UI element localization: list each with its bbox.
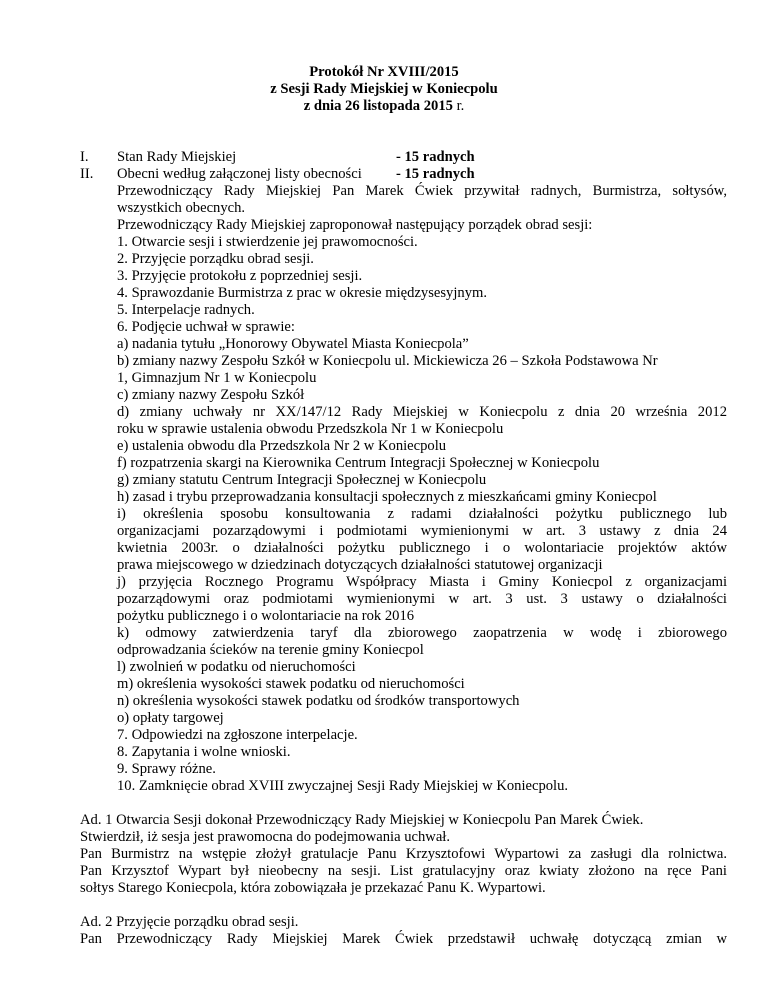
agenda-line: 6. Podjęcie uchwał w sprawie: [117, 319, 295, 335]
agenda-line: n) określenia wysokości stawek podatku od środków transportowych [117, 693, 520, 709]
agenda-line: organizacjami pozarządowymi i podmiotami wymienionymi w art. 3 ustawy z dnia 24 [117, 523, 727, 539]
agenda-line: 8. Zapytania i wolne wnioski. [117, 744, 291, 760]
agenda-line: 1, Gimnazjum Nr 1 w Koniecpolu [117, 370, 317, 386]
protocol-title: Protokół Nr XVIII/2015 [309, 64, 459, 80]
agenda-line: pożytku publicznego i o wolontariacie na rok 2016 [117, 608, 415, 624]
agenda-line: d) zmiany uchwały nr XX/147/12 Rady Miejskiej w Koniecpolu z dnia 20 września 2012 [117, 404, 727, 420]
agenda-line: m) określenia wysokości stawek podatku od nieruchomości [117, 676, 465, 692]
agenda-line: 7. Odpowiedzi na zgłoszone interpelacje. [117, 727, 358, 743]
protocol-subtitle: z Sesji Rady Miejskiej w Koniecpolu [270, 81, 498, 97]
ad2-line: Ad. 2 Przyjęcie porządku obrad sesji. [80, 914, 299, 930]
ad1-line: Pan Burmistrz na wstępie złożył gratulacje Panu Krzysztofowi Wypartowi za zasługi dla rolnictwa. [80, 846, 727, 862]
agenda-line: 1. Otwarcie sesji i stwierdzenie jej prawomocności. [117, 234, 418, 250]
agenda-line: kwietnia 2003r. o działalności pożytku publicznego i o wolontariacie projektów aktów [117, 540, 727, 556]
status-label-2: Obecni według załączonej listy obecności [117, 166, 362, 182]
agenda-line: pozarządowymi oraz podmiotami wymienionymi w art. 3 ust. 3 ustawy o działalności [117, 591, 727, 607]
agenda-line: f) rozpatrzenia skargi na Kierownika Centrum Integracji Społecznej w Koniecpolu [117, 455, 600, 471]
intro-line: wszystkich obecnych. [117, 200, 246, 216]
agenda-line: a) nadania tytułu „Honorowy Obywatel Miasta Koniecpola” [117, 336, 469, 352]
agenda-line: roku w sprawie ustalenia obwodu Przedszkola Nr 1 w Koniecpolu [117, 421, 504, 437]
agenda-line: b) zmiany nazwy Zespołu Szkół w Koniecpolu ul. Mickiewicza 26 – Szkoła Podstawowa Nr [117, 353, 658, 369]
ad1-line: Stwierdził, iż sesja jest prawomocna do podejmowania uchwał. [80, 829, 451, 845]
agenda-line: 2. Przyjęcie porządku obrad sesji. [117, 251, 314, 267]
agenda-line: 4. Sprawozdanie Burmistrza z prac w okresie międzysesyjnym. [117, 285, 488, 301]
agenda-line: h) zasad i trybu przeprowadzania konsultacji społecznych z mieszkańcami gminy Koniecpol [117, 489, 657, 505]
ad1-line: sołtys Starego Koniecpola, która zobowiązała je przekazać Panu K. Wypartowi. [80, 880, 546, 896]
intro-line: Przewodniczący Rady Miejskiej zaproponował następujący porządek obrad sesji: [117, 217, 593, 233]
agenda-line: prawa miejscowego w dziedzinach dotyczących działalności statutowej organizacji [117, 557, 603, 573]
status-label-1: Stan Rady Miejskiej [117, 149, 237, 165]
agenda-line: k) odmowy zatwierdzenia taryf dla zbiorowego zaopatrzenia w wodę i zbiorowego [117, 625, 727, 641]
agenda-line: i) określenia sposobu konsultowania z radami działalności pożytku publicznego lub [117, 506, 727, 522]
ad2-line: Pan Przewodniczący Rady Miejskiej Marek Ćwiek przedstawił uchwałę dotyczącą zmian w [80, 931, 727, 947]
status-value-2: - 15 radnych [396, 166, 475, 182]
agenda-line: o) opłaty targowej [117, 710, 224, 726]
status-num-2: II. [80, 166, 94, 182]
agenda-line: j) przyjęcia Rocznego Programu Współpracy Miasta i Gminy Koniecpol z organizacjami [117, 574, 727, 590]
agenda-line: 5. Interpelacje radnych. [117, 302, 255, 318]
agenda-line: c) zmiany nazwy Zespołu Szkół [117, 387, 305, 403]
agenda-line: 3. Przyjęcie protokołu z poprzedniej sesji. [117, 268, 363, 284]
agenda-line: 10. Zamknięcie obrad XVIII zwyczajnej Sesji Rady Miejskiej w Koniecpolu. [117, 778, 569, 794]
status-value-1: - 15 radnych [396, 149, 475, 165]
status-num-1: I. [80, 149, 89, 165]
ad1-line: Ad. 1 Otwarcia Sesji dokonał Przewodniczący Rady Miejskiej w Koniecpolu Pan Marek Ćwiek. [80, 812, 644, 828]
agenda-line: g) zmiany statutu Centrum Integracji Społecznej w Koniecpolu [117, 472, 487, 488]
protocol-date: z dnia 26 listopada 2015 r. [303, 98, 465, 114]
intro-line: Przewodniczący Rady Miejskiej Pan Marek Ćwiek przywitał radnych, Burmistrza, sołtysów, [117, 183, 727, 199]
ad1-line: Pan Krzysztof Wypart był nieobecny na sesji. List gratulacyjny oraz kwiaty złożono na ręce Pani [80, 863, 727, 879]
agenda-line: 9. Sprawy różne. [117, 761, 216, 777]
agenda-line: l) zwolnień w podatku od nieruchomości [117, 659, 356, 675]
agenda-line: odprowadzania ścieków na terenie gminy Koniecpol [117, 642, 424, 658]
agenda-line: e) ustalenia obwodu dla Przedszkola Nr 2 w Koniecpolu [117, 438, 447, 454]
